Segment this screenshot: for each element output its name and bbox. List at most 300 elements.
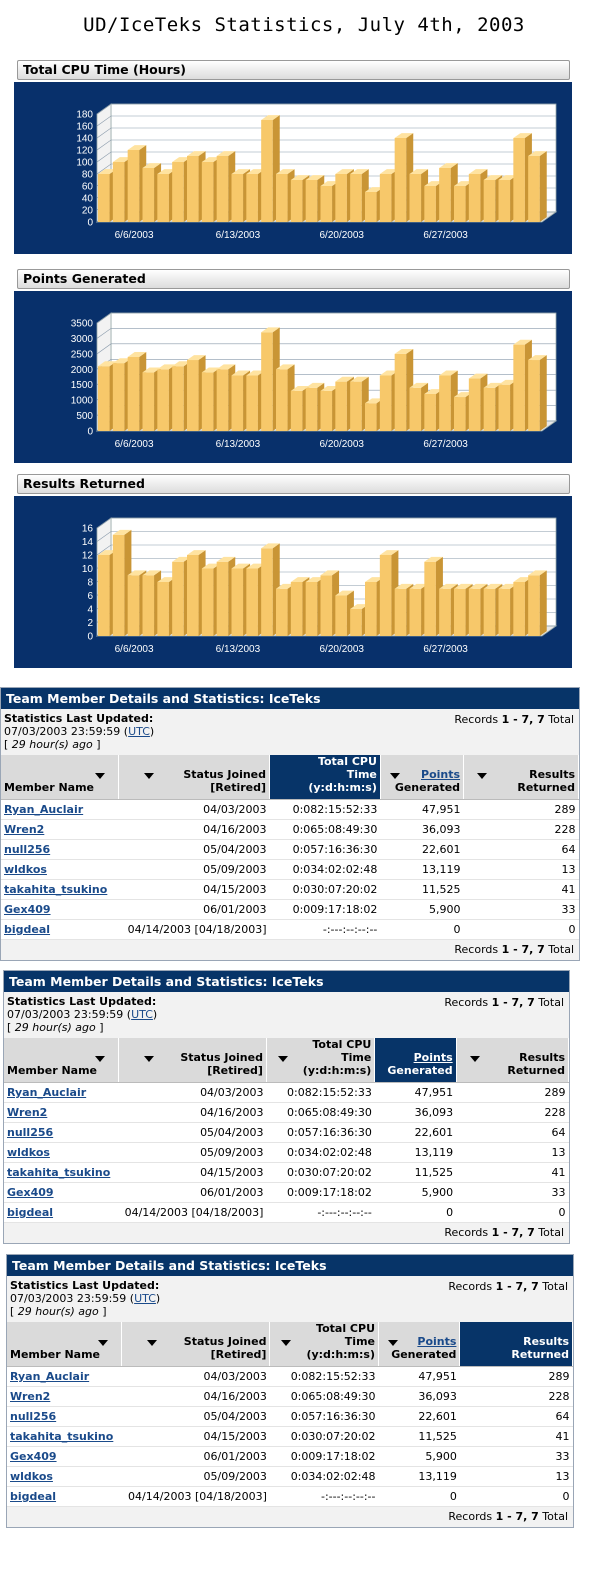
points-cell: 13,119 bbox=[379, 1467, 460, 1487]
bar-front bbox=[469, 379, 481, 431]
member-name-link[interactable]: takahita_tsukino bbox=[10, 1430, 114, 1443]
status-cell: 04/14/2003 [04/18/2003] bbox=[119, 1203, 267, 1223]
table-row bbox=[7, 1367, 573, 1387]
points-cell: 11,525 bbox=[379, 1427, 460, 1447]
bar-front bbox=[98, 174, 110, 222]
points-cell: 0 bbox=[375, 1203, 456, 1223]
cpu-time-cell: -:---:--:--:-- bbox=[266, 1203, 374, 1223]
results-cell: 33 bbox=[464, 900, 579, 920]
bar-front bbox=[232, 569, 244, 637]
y-tick-label: 160 bbox=[76, 121, 93, 133]
bar-front bbox=[157, 174, 169, 222]
cpu-time-cell: 0:057:16:36:30 bbox=[270, 1407, 379, 1427]
sort-arrow-icon[interactable] bbox=[477, 773, 487, 779]
member-name-cell bbox=[1, 840, 118, 860]
status-cell: 05/04/2003 bbox=[118, 840, 269, 860]
last-updated-value: 07/03/2003 23:59:59 bbox=[7, 1008, 124, 1021]
table-row bbox=[4, 1123, 569, 1143]
table-row bbox=[1, 820, 579, 840]
x-tick-label: 6/6/2003 bbox=[114, 230, 154, 241]
bar-front bbox=[454, 397, 466, 431]
results-cell: 64 bbox=[464, 840, 579, 860]
bar-front bbox=[157, 369, 169, 431]
bar-front bbox=[513, 138, 525, 222]
table-row bbox=[7, 1407, 573, 1427]
bar-front bbox=[365, 403, 377, 431]
cpu-time-cell: 0:030:07:20:02 bbox=[266, 1163, 374, 1183]
results-cell: 289 bbox=[456, 1083, 568, 1103]
cpu-time-cell: 0:057:16:36:30 bbox=[270, 840, 381, 860]
col-total-cpu-time[interactable]: Total CPU Time (y:d:h:m:s) bbox=[270, 1322, 379, 1367]
x-tick-label: 6/20/2003 bbox=[319, 230, 364, 241]
col-points-generated[interactable]: Points Generated bbox=[380, 755, 463, 800]
status-cell: 04/16/2003 bbox=[119, 1103, 267, 1123]
col-points-generated[interactable]: Points Generated bbox=[379, 1322, 460, 1367]
bar-front bbox=[276, 174, 288, 222]
bar-front bbox=[350, 609, 362, 636]
status-cell: 05/04/2003 bbox=[122, 1407, 270, 1427]
status-cell: 05/09/2003 bbox=[119, 1143, 267, 1163]
bar-front bbox=[350, 174, 362, 222]
stats-info: Statistics Last Updated: 07/03/2003 23:59:59 (UTC) [ 29 hour(s) ago ] Records 1 - 7, 7 Total bbox=[4, 992, 569, 1038]
bar-front bbox=[246, 569, 258, 637]
cpu-time-chart bbox=[14, 82, 572, 254]
cpu-time-cell: 0:065:08:49:30 bbox=[266, 1103, 374, 1123]
table-row bbox=[4, 1103, 569, 1123]
table-row bbox=[1, 920, 579, 940]
bar-front bbox=[410, 388, 422, 431]
col-member-name[interactable]: Member Name bbox=[1, 755, 118, 800]
status-cell: 04/03/2003 bbox=[118, 800, 269, 820]
points-chart bbox=[14, 291, 572, 463]
y-tick-label: 2 bbox=[87, 618, 93, 629]
bar-front bbox=[499, 385, 511, 431]
last-updated-value: 07/03/2003 23:59:59 bbox=[10, 1292, 127, 1305]
results-cell: 0 bbox=[460, 1487, 573, 1507]
col-points-generated[interactable]: Points Generated bbox=[375, 1038, 456, 1083]
member-name-cell bbox=[4, 1203, 119, 1223]
member-name-cell bbox=[7, 1487, 122, 1507]
stats-info: Statistics Last Updated: 07/03/2003 23:59:59 (UTC) [ 29 hour(s) ago ] Records 1 - 7, 7 Total bbox=[7, 1276, 573, 1322]
utc-link[interactable]: UTC bbox=[134, 1292, 156, 1305]
member-name-link[interactable]: Gex409 bbox=[7, 1186, 54, 1199]
bar-front bbox=[528, 575, 540, 636]
x-tick-label: 6/13/2003 bbox=[215, 644, 261, 655]
member-name-cell bbox=[7, 1407, 122, 1427]
bar-front bbox=[128, 150, 140, 222]
bar bbox=[528, 151, 547, 222]
chart-panel bbox=[14, 496, 572, 668]
table-row bbox=[1, 900, 579, 920]
bar bbox=[528, 570, 547, 636]
y-tick-label: 500 bbox=[76, 411, 93, 423]
records-count: Records 1 - 7, 7 Total bbox=[444, 996, 564, 1009]
member-name-cell bbox=[4, 1103, 119, 1123]
member-name-cell bbox=[4, 1183, 119, 1203]
bar-front bbox=[321, 575, 333, 636]
bar-front bbox=[217, 562, 229, 636]
stats-table bbox=[4, 1038, 569, 1223]
bar-front bbox=[128, 357, 140, 431]
cpu-time-cell: 0:065:08:49:30 bbox=[270, 1387, 379, 1407]
chart-title: Points Generated bbox=[17, 269, 570, 289]
bar-front bbox=[395, 589, 407, 636]
bar-side bbox=[540, 355, 547, 431]
bar-front bbox=[113, 162, 125, 222]
bar-front bbox=[410, 589, 422, 636]
points-cell: 0 bbox=[379, 1487, 460, 1507]
member-stats-table-points-sorted bbox=[3, 970, 570, 1244]
bar-front bbox=[187, 555, 199, 636]
bar-front bbox=[439, 168, 451, 222]
bar-front bbox=[246, 174, 258, 222]
points-cell: 5,900 bbox=[375, 1183, 456, 1203]
col-results-returned[interactable]: Results Returned bbox=[464, 755, 579, 800]
sort-arrow-icon[interactable] bbox=[278, 1056, 288, 1062]
member-name-link[interactable]: Wren2 bbox=[7, 1106, 48, 1119]
bar-front bbox=[380, 555, 392, 636]
bar-front bbox=[291, 582, 303, 636]
cpu-time-cell: 0:030:07:20:02 bbox=[270, 880, 381, 900]
bar-front bbox=[484, 589, 496, 636]
member-name-cell bbox=[7, 1427, 122, 1447]
member-name-cell bbox=[1, 880, 118, 900]
table-row bbox=[1, 800, 579, 820]
bar-front bbox=[484, 180, 496, 222]
bar-front bbox=[528, 360, 540, 431]
member-name-link[interactable]: null256 bbox=[4, 843, 51, 856]
table-row bbox=[4, 1183, 569, 1203]
records-count: Records 1 - 7, 7 Total bbox=[448, 1280, 568, 1293]
bar-front bbox=[528, 156, 540, 222]
table-row bbox=[7, 1447, 573, 1467]
member-name-link[interactable]: bigdeal bbox=[10, 1490, 57, 1503]
y-tick-label: 1500 bbox=[70, 380, 93, 392]
sort-arrow-icon[interactable] bbox=[95, 1056, 105, 1062]
x-tick-label: 6/20/2003 bbox=[319, 439, 364, 450]
member-name-link[interactable]: wldkos bbox=[4, 863, 47, 876]
y-tick-label: 12 bbox=[81, 550, 93, 562]
bar-front bbox=[424, 186, 436, 222]
x-tick-label: 6/13/2003 bbox=[215, 439, 261, 450]
status-cell: 04/03/2003 bbox=[119, 1083, 267, 1103]
member-name-link[interactable]: Ryan_Auclair bbox=[7, 1086, 87, 1099]
x-tick-label: 6/13/2003 bbox=[215, 230, 261, 241]
y-tick-label: 100 bbox=[76, 157, 93, 169]
member-name-link[interactable]: takahita_tsukino bbox=[7, 1166, 111, 1179]
bar-front bbox=[98, 366, 110, 431]
bar-front bbox=[513, 345, 525, 431]
x-tick-label: 6/6/2003 bbox=[114, 439, 154, 450]
points-cell: 11,525 bbox=[375, 1163, 456, 1183]
y-tick-label: 60 bbox=[81, 181, 93, 193]
points-cell: 5,900 bbox=[380, 900, 463, 920]
member-name-link[interactable]: Wren2 bbox=[10, 1390, 51, 1403]
y-tick-label: 80 bbox=[81, 169, 93, 181]
bar-front bbox=[202, 162, 214, 222]
member-name-cell bbox=[7, 1467, 122, 1487]
member-stats-table-results-sorted bbox=[6, 1254, 574, 1528]
chart-title: Total CPU Time (Hours) bbox=[17, 60, 570, 80]
member-stats-table-cpu-sorted bbox=[0, 687, 580, 961]
y-tick-label: 3500 bbox=[70, 318, 93, 330]
cpu-time-cell: -:---:--:--:-- bbox=[270, 920, 381, 940]
bar-front bbox=[306, 582, 318, 636]
last-updated-value: 07/03/2003 23:59:59 bbox=[4, 725, 121, 738]
table-title: Team Member Details and Statistics: IceTeks bbox=[1, 688, 579, 709]
y-tick-label: 0 bbox=[87, 426, 93, 438]
records-footer: Records 1 - 7, 7 Total bbox=[7, 1507, 573, 1527]
points-cell: 36,093 bbox=[379, 1387, 460, 1407]
results-cell: 64 bbox=[456, 1123, 568, 1143]
status-cell: 04/15/2003 bbox=[122, 1427, 270, 1447]
hours-ago: 29 hour(s) ago bbox=[14, 1021, 96, 1034]
member-name-link[interactable]: Gex409 bbox=[10, 1450, 57, 1463]
member-name-link[interactable]: wldkos bbox=[10, 1470, 53, 1483]
x-tick-label: 6/27/2003 bbox=[423, 644, 468, 655]
points-cell: 13,119 bbox=[375, 1143, 456, 1163]
y-tick-label: 16 bbox=[81, 523, 93, 535]
last-updated-label: Statistics Last Updated: bbox=[10, 1279, 160, 1292]
member-name-link[interactable]: bigdeal bbox=[7, 1206, 54, 1219]
results-cell: 13 bbox=[464, 860, 579, 880]
results-cell: 33 bbox=[460, 1447, 573, 1467]
status-cell: 05/04/2003 bbox=[119, 1123, 267, 1143]
results-cell: 64 bbox=[460, 1407, 573, 1427]
results-cell: 13 bbox=[460, 1467, 573, 1487]
cpu-time-cell: -:---:--:--:-- bbox=[270, 1487, 379, 1507]
member-name-link[interactable]: wldkos bbox=[7, 1146, 50, 1159]
col-results-returned[interactable]: Results Returned bbox=[456, 1038, 568, 1083]
points-cell: 47,951 bbox=[379, 1367, 460, 1387]
member-name-cell bbox=[1, 920, 118, 940]
bar-front bbox=[291, 180, 303, 222]
page-title: UD/IceTeks Statistics, July 4th, 2003 bbox=[83, 14, 525, 36]
cpu-time-cell: 0:030:07:20:02 bbox=[270, 1427, 379, 1447]
table-row bbox=[7, 1427, 573, 1447]
col-member-name[interactable]: Member Name bbox=[4, 1038, 119, 1083]
bar-front bbox=[291, 391, 303, 431]
y-tick-label: 2500 bbox=[70, 349, 93, 361]
points-cell: 36,093 bbox=[380, 820, 463, 840]
cpu-time-cell: 0:082:15:52:33 bbox=[270, 800, 381, 820]
bar-front bbox=[439, 375, 451, 431]
table-row bbox=[7, 1467, 573, 1487]
points-cell: 22,601 bbox=[375, 1123, 456, 1143]
cpu-time-cell: 0:065:08:49:30 bbox=[270, 820, 381, 840]
bar-front bbox=[469, 174, 481, 222]
table-row bbox=[4, 1083, 569, 1103]
col-status[interactable]: Status Joined [Retired] bbox=[122, 1322, 270, 1367]
bar-front bbox=[187, 360, 199, 431]
col-member-name[interactable]: Member Name bbox=[7, 1322, 122, 1367]
bar-front bbox=[513, 582, 525, 636]
utc-link[interactable]: UTC bbox=[131, 1008, 153, 1021]
col-status[interactable]: Status Joined [Retired] bbox=[118, 755, 269, 800]
bar-front bbox=[306, 180, 318, 222]
points-cell: 22,601 bbox=[380, 840, 463, 860]
bar-side bbox=[540, 151, 547, 222]
points-link[interactable]: Points bbox=[413, 1051, 453, 1064]
points-cell: 22,601 bbox=[379, 1407, 460, 1427]
cpu-time-cell: 0:034:02:02:48 bbox=[266, 1143, 374, 1163]
bar-front bbox=[306, 388, 318, 431]
sort-arrow-icon[interactable] bbox=[95, 773, 105, 779]
status-cell: 04/16/2003 bbox=[118, 820, 269, 840]
bar-front bbox=[321, 391, 333, 431]
table-row bbox=[1, 860, 579, 880]
bar-front bbox=[380, 174, 392, 222]
y-tick-label: 14 bbox=[81, 537, 93, 548]
results-cell: 0 bbox=[464, 920, 579, 940]
bar-front bbox=[128, 575, 140, 636]
bar-front bbox=[365, 192, 377, 222]
results-cell: 13 bbox=[456, 1143, 568, 1163]
y-tick-label: 8 bbox=[87, 577, 93, 589]
points-cell: 0 bbox=[380, 920, 463, 940]
member-name-cell bbox=[1, 820, 118, 840]
member-name-link[interactable]: Wren2 bbox=[4, 823, 45, 836]
points-link[interactable]: Points bbox=[421, 768, 461, 781]
cpu-time-cell: 0:034:02:02:48 bbox=[270, 860, 381, 880]
y-tick-label: 1000 bbox=[70, 395, 93, 407]
member-name-link[interactable]: Gex409 bbox=[4, 903, 51, 916]
chart-panel bbox=[14, 291, 572, 463]
x-tick-label: 6/27/2003 bbox=[423, 230, 468, 241]
member-name-cell bbox=[4, 1163, 119, 1183]
table-header-row bbox=[7, 1322, 573, 1367]
member-name-link[interactable]: null256 bbox=[10, 1410, 57, 1423]
points-link[interactable]: Points bbox=[417, 1335, 457, 1348]
status-cell: 05/09/2003 bbox=[118, 860, 269, 880]
table-row bbox=[1, 880, 579, 900]
bar-front bbox=[350, 382, 362, 431]
bar-front bbox=[395, 354, 407, 431]
hours-ago: 29 hour(s) ago bbox=[17, 1305, 99, 1318]
member-name-link[interactable]: Ryan_Auclair bbox=[10, 1370, 90, 1383]
bar-front bbox=[276, 369, 288, 431]
bar bbox=[528, 355, 547, 431]
bar-front bbox=[321, 186, 333, 222]
results-chart bbox=[14, 496, 572, 668]
bar-front bbox=[424, 394, 436, 431]
col-results-returned[interactable]: Results Returned bbox=[460, 1322, 573, 1367]
table-row bbox=[4, 1163, 569, 1183]
y-tick-label: 3000 bbox=[70, 333, 93, 345]
member-name-link[interactable]: Ryan_Auclair bbox=[4, 803, 84, 816]
status-cell: 04/03/2003 bbox=[122, 1367, 270, 1387]
cpu-time-cell: 0:009:17:18:02 bbox=[266, 1183, 374, 1203]
table-title: Team Member Details and Statistics: IceTeks bbox=[4, 971, 569, 992]
col-total-cpu-time[interactable]: Total CPU Time (y:d:h:m:s) bbox=[270, 755, 381, 800]
y-tick-label: 6 bbox=[87, 591, 93, 602]
status-cell: 04/16/2003 bbox=[122, 1387, 270, 1407]
bar-front bbox=[232, 375, 244, 431]
col-status[interactable]: Status Joined [Retired] bbox=[119, 1038, 267, 1083]
cpu-time-cell: 0:082:15:52:33 bbox=[266, 1083, 374, 1103]
y-tick-label: 20 bbox=[81, 205, 93, 217]
bar-front bbox=[157, 582, 169, 636]
bar-front bbox=[113, 363, 125, 431]
bar-front bbox=[98, 555, 110, 636]
bar-front bbox=[439, 589, 451, 636]
bar-front bbox=[202, 372, 214, 431]
results-cell: 0 bbox=[456, 1203, 568, 1223]
y-tick-label: 40 bbox=[81, 193, 93, 205]
stats-table bbox=[7, 1322, 573, 1507]
table-header-row bbox=[4, 1038, 569, 1083]
status-cell: 06/01/2003 bbox=[122, 1447, 270, 1467]
member-name-link[interactable]: takahita_tsukino bbox=[4, 883, 108, 896]
bar-front bbox=[217, 369, 229, 431]
table-title: Team Member Details and Statistics: IceTeks bbox=[7, 1255, 573, 1276]
status-cell: 06/01/2003 bbox=[118, 900, 269, 920]
cpu-time-cell: 0:009:17:18:02 bbox=[270, 1447, 379, 1467]
bar-front bbox=[484, 388, 496, 431]
member-name-cell bbox=[4, 1083, 119, 1103]
cpu-time-cell: 0:057:16:36:30 bbox=[266, 1123, 374, 1143]
points-cell: 36,093 bbox=[375, 1103, 456, 1123]
utc-link[interactable]: UTC bbox=[128, 725, 150, 738]
member-name-cell bbox=[1, 860, 118, 880]
last-updated-label: Statistics Last Updated: bbox=[4, 712, 154, 725]
sort-arrow-icon[interactable] bbox=[470, 1056, 480, 1062]
bar-front bbox=[261, 332, 273, 431]
col-total-cpu-time[interactable]: Total CPU Time (y:d:h:m:s) bbox=[266, 1038, 374, 1083]
cpu-time-cell: 0:082:15:52:33 bbox=[270, 1367, 379, 1387]
last-updated-label: Statistics Last Updated: bbox=[7, 995, 157, 1008]
cpu-time-cell: 0:034:02:02:48 bbox=[270, 1467, 379, 1487]
member-name-cell bbox=[7, 1367, 122, 1387]
y-tick-label: 10 bbox=[81, 564, 93, 575]
bar-front bbox=[469, 589, 481, 636]
bar-front bbox=[246, 375, 258, 431]
status-cell: 05/09/2003 bbox=[122, 1467, 270, 1487]
table-row bbox=[7, 1487, 573, 1507]
bar-front bbox=[113, 535, 125, 636]
bar-front bbox=[232, 174, 244, 222]
y-tick-label: 2000 bbox=[70, 364, 93, 376]
bar-front bbox=[187, 156, 199, 222]
member-name-cell bbox=[1, 800, 118, 820]
records-footer: Records 1 - 7, 7 Total bbox=[4, 1223, 569, 1243]
points-cell: 13,119 bbox=[380, 860, 463, 880]
bar-front bbox=[335, 596, 347, 637]
bar-front bbox=[335, 382, 347, 431]
bar-front bbox=[365, 582, 377, 636]
status-cell: 04/15/2003 bbox=[119, 1163, 267, 1183]
sort-arrow-icon[interactable] bbox=[281, 1340, 291, 1346]
stats-table bbox=[1, 755, 579, 940]
sort-arrow-icon[interactable] bbox=[98, 1340, 108, 1346]
table-header-row bbox=[1, 755, 579, 800]
member-name-link[interactable]: null256 bbox=[7, 1126, 54, 1139]
bar-front bbox=[276, 589, 288, 636]
y-tick-label: 0 bbox=[87, 217, 93, 229]
bar-front bbox=[410, 174, 422, 222]
bar-front bbox=[261, 548, 273, 636]
results-cell: 41 bbox=[456, 1163, 568, 1183]
x-tick-label: 6/20/2003 bbox=[319, 644, 364, 655]
chart-panel bbox=[14, 82, 572, 254]
status-cell: 04/15/2003 bbox=[118, 880, 269, 900]
member-name-link[interactable]: bigdeal bbox=[4, 923, 51, 936]
bar-front bbox=[380, 375, 392, 431]
bar-front bbox=[335, 174, 347, 222]
results-cell: 228 bbox=[456, 1103, 568, 1123]
bar-front bbox=[261, 120, 273, 222]
stats-info: Statistics Last Updated: 07/03/2003 23:59:59 (UTC) [ 29 hour(s) ago ] Records 1 - 7, 7 Total bbox=[1, 709, 579, 755]
